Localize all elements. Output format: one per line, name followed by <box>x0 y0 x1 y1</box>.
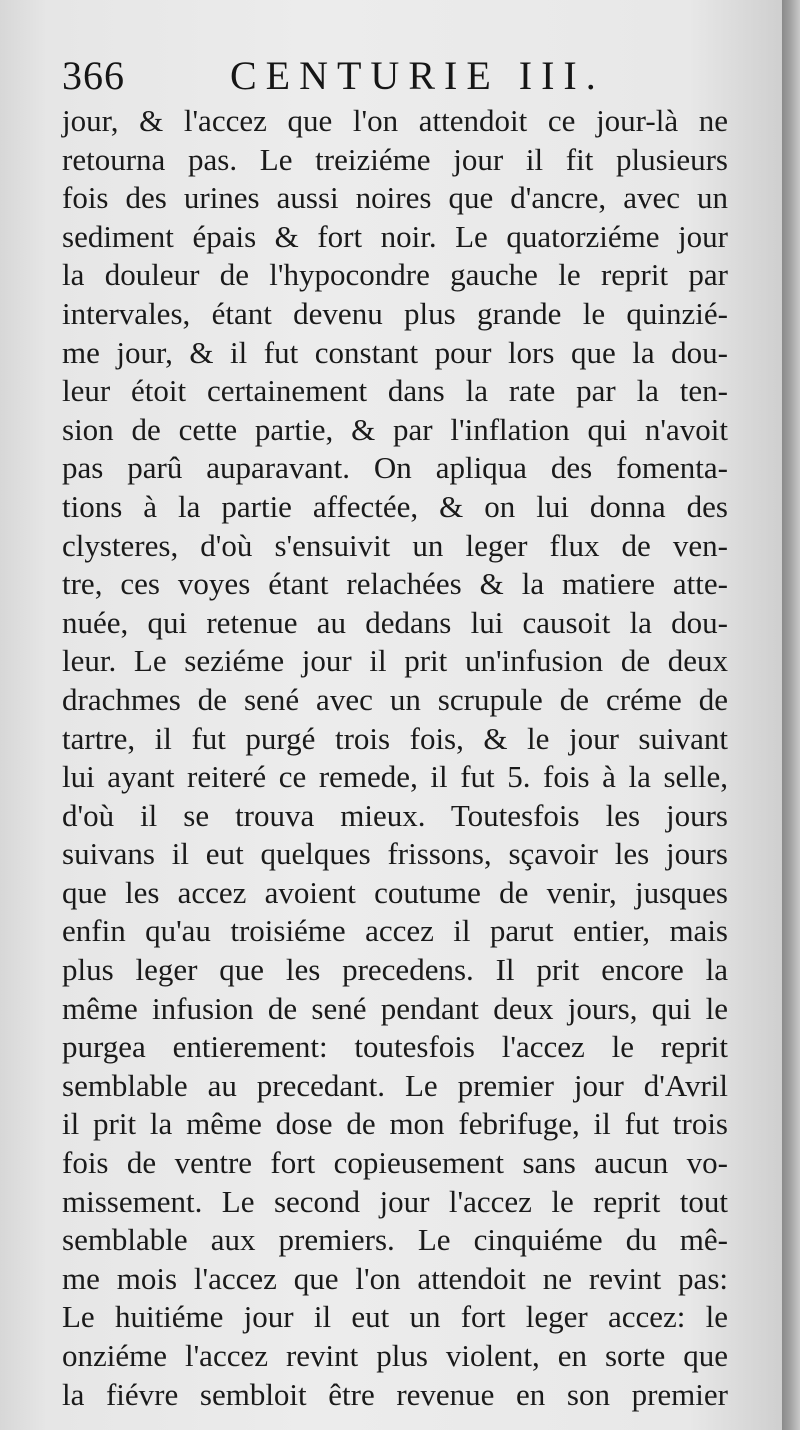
text-line: drachmes de sené avec un scrupule de créme de <box>62 681 728 717</box>
text-line: retourna pas. Le treiziéme jour il fit plusieurs <box>62 141 728 177</box>
page-header <box>62 44 722 102</box>
text-line: que les accez avoient coutume de venir, jusques <box>62 874 728 910</box>
text-line: jour, & l'accez que l'on attendoit ce jour-là ne <box>62 103 728 138</box>
text-line: tartre, il fut purgé trois fois, & le jour suivant <box>62 720 728 756</box>
text-line: la fiévre sembloit être revenue en son premier <box>62 1376 728 1412</box>
text-line: pas parû auparavant. On apliqua des fomenta- <box>62 450 728 486</box>
text-line: nuée, qui retenue au dedans lui causoit la dou- <box>62 604 728 640</box>
text-line: enfin qu'au troisiéme accez il parut entier, mais <box>62 913 728 949</box>
text-line: onziéme l'accez revint plus violent, en sorte que <box>62 1338 728 1373</box>
text-line: plus leger que les precedens. Il prit encore la <box>62 952 728 988</box>
text-line: semblable aux premiers. Le cinquiéme du mê- <box>62 1222 728 1258</box>
text-line: suivans il eut quelques frissons, sçavoir les jours <box>62 836 728 872</box>
text-line: me jour, & il fut constant pour lors que la dou- <box>62 334 728 370</box>
text-line: missement. Le second jour l'accez le reprit tout <box>62 1183 728 1219</box>
text-line: la douleur de l'hypocondre gauche le reprit par <box>62 257 728 293</box>
page-number: 366 <box>62 53 125 98</box>
text-line: tions à la partie affectée, & on lui donna des <box>62 488 728 524</box>
text-line: tre, ces voyes étant relachées & la matiere atte- <box>62 566 728 602</box>
text-line: leur. Le seziéme jour il prit un'infusion de deux <box>62 643 728 679</box>
text-line: sion de cette partie, & par l'inflation qui n'avoit <box>62 411 728 447</box>
text-line: clysteres, d'où s'ensuivit un leger flux de ven- <box>62 527 728 563</box>
text-line: fois des urines aussi noires que d'ancre, avec un <box>62 180 728 216</box>
text-line: fois de ventre fort copieusement sans aucun vo- <box>62 1145 728 1181</box>
running-title: CENTURIE III. <box>230 53 605 98</box>
text-line: lui ayant reiteré ce remede, il fut 5. fois à la selle, <box>62 759 728 795</box>
text-line: purgea entierement: toutesfois l'accez le reprit <box>62 1029 728 1065</box>
text-line: semblable au precedant. Le premier jour d'Avril <box>62 1067 728 1103</box>
text-line: sediment épais & fort noir. Le quatorziéme jour <box>62 218 728 254</box>
book-gutter-shadow <box>782 0 800 1430</box>
text-line: me mois l'accez que l'on attendoit ne revint pas: <box>62 1260 728 1296</box>
text-line: il prit la même dose de mon febrifuge, il fut trois <box>62 1106 728 1142</box>
body-text <box>62 102 728 1414</box>
text-line: intervales, étant devenu plus grande le quinzié- <box>62 295 728 331</box>
text-line: leur étoit certainement dans la rate par la ten- <box>62 373 728 409</box>
text-line: d'où il se trouva mieux. Toutesfois les jours <box>62 797 728 833</box>
text-line: même infusion de sené pendant deux jours, qui le <box>62 990 728 1026</box>
text-line: Le huitiéme jour il eut un fort leger accez: le <box>62 1299 728 1335</box>
